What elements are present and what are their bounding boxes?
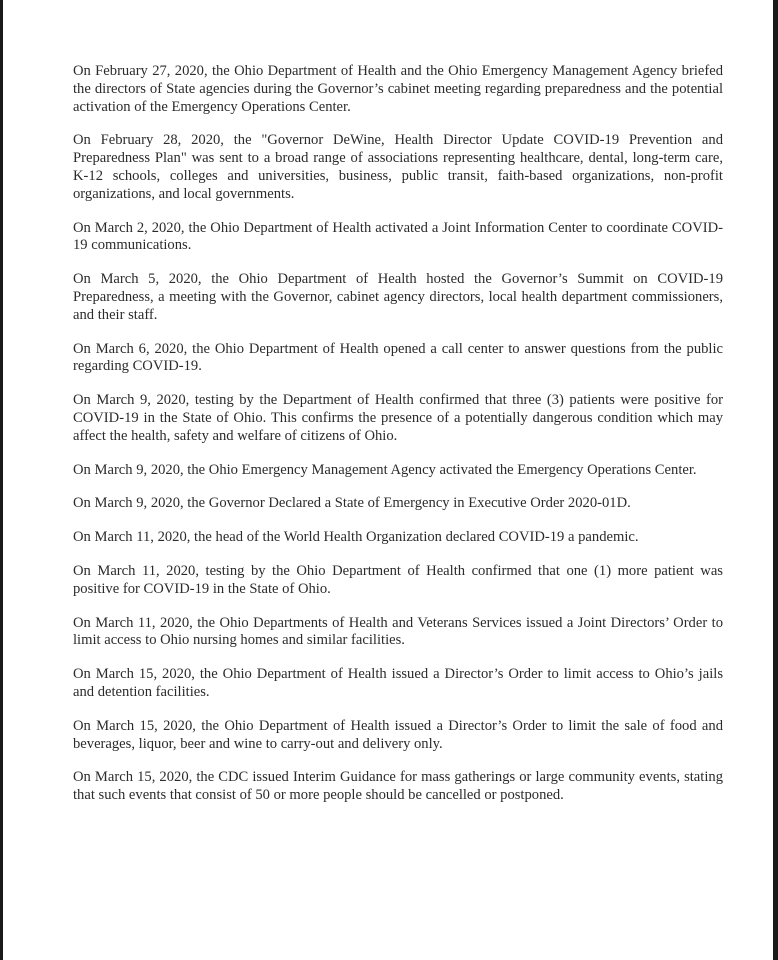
- paragraph-feb-27: On February 27, 2020, the Ohio Department of Health and the Ohio Emergency Management Agency briefed the directors of State agencies during the Governor’s cabinet meeting regarding preparedness and the potential activation of the Emergency Operations Center.: [73, 63, 723, 115]
- paragraph-mar-15-jails: On March 15, 2020, the Ohio Department of Health issued a Director’s Order to limit access to Ohio’s jails and detention facilities.: [73, 666, 723, 700]
- paragraph-mar-11-testing: On March 11, 2020, testing by the Ohio Department of Health confirmed that one (1) more patient was positive for COVID-19 in the State of Ohio.: [73, 562, 723, 597]
- document-body: [73, 63, 723, 821]
- paragraph-feb-28: On February 28, 2020, the "Governor DeWine, Health Director Update COVID-19 Prevention and Preparedness Plan" was sent to a broad range of associations representing healthcare, dental, long-term care, K-12 schools, colleges and universities, business, public transit, faith-based organizations, non-profit organizations, and local governments.: [73, 132, 723, 202]
- document-page: [3, 0, 773, 960]
- paragraph-mar-9-testing: On March 9, 2020, testing by the Department of Health confirmed that three (3) patients were positive for COVID-19 in the State of Ohio. This confirms the presence of a potentially dangerous condition which may affect the health, safety and welfare of citizens of Ohio.: [73, 392, 723, 444]
- paragraph-mar-5: On March 5, 2020, the Ohio Department of Health hosted the Governor’s Summit on COVID-19 Preparedness, a meeting with the Governor, cabinet agency directors, local health department commissioners, and their staff.: [73, 271, 723, 323]
- paragraph-mar-9-eoc: On March 9, 2020, the Ohio Emergency Management Agency activated the Emergency Operations Center.: [73, 461, 697, 478]
- paragraph-mar-2: On March 2, 2020, the Ohio Department of Health activated a Joint Information Center to coordinate COVID-19 communications.: [73, 219, 723, 254]
- paragraph-mar-11-nursing-homes: On March 11, 2020, the Ohio Departments of Health and Veterans Services issued a Joint Directors’ Order to limit access to Ohio nursing homes and similar facilities.: [73, 614, 723, 649]
- paragraph-mar-15-food: On March 15, 2020, the Ohio Department of Health issued a Director’s Order to limit the sale of food and beverages, liquor, beer and wine to carry-out and delivery only.: [73, 717, 723, 752]
- paragraph-mar-9-emergency: On March 9, 2020, the Governor Declared a State of Emergency in Executive Order 2020-01D.: [73, 495, 631, 512]
- paragraph-mar-6: On March 6, 2020, the Ohio Department of Health opened a call center to answer questions from the public regarding COVID-19.: [73, 340, 723, 375]
- paragraph-mar-11-who: On March 11, 2020, the head of the World Health Organization declared COVID-19 a pandemic.: [73, 529, 639, 546]
- paragraph-mar-15-cdc: On March 15, 2020, the CDC issued Interim Guidance for mass gatherings or large community events, stating that such events that consist of 50 or more people should be cancelled or postponed.: [73, 769, 723, 804]
